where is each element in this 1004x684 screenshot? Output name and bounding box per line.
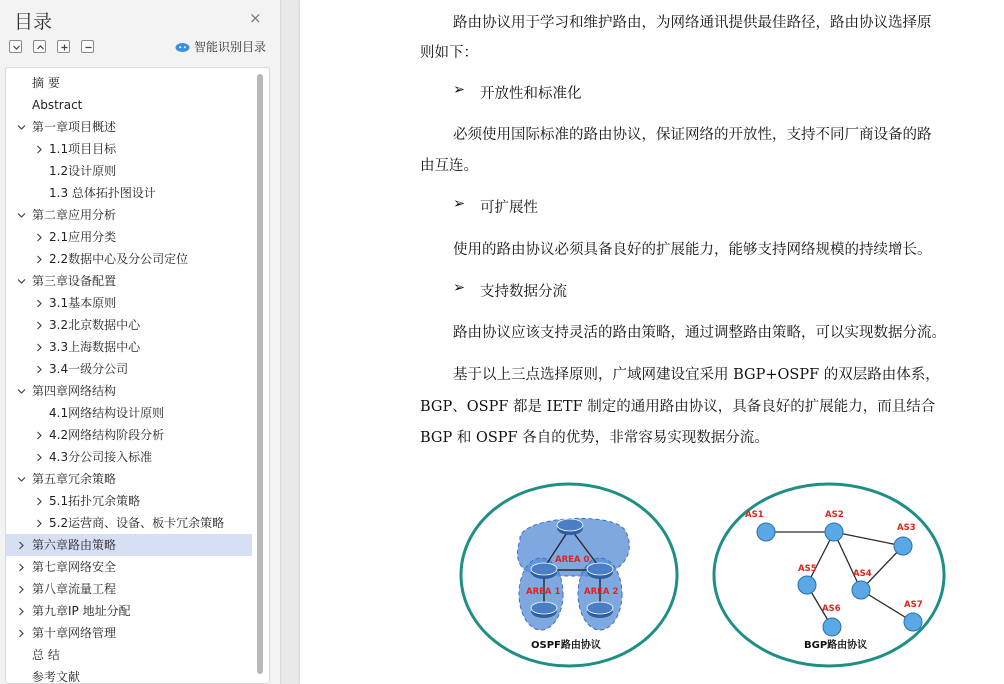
arrow-bullet-icon: ➢ bbox=[453, 82, 466, 98]
chevron-down-icon[interactable] bbox=[15, 270, 27, 292]
toc-item-label: 第十章网络管理 bbox=[32, 626, 117, 640]
toc-item[interactable] bbox=[6, 94, 252, 116]
chevron-down-icon[interactable] bbox=[15, 380, 27, 402]
paragraph-line: 必须使用国际标准的路由协议，保证网络的开放性，支持不同厂商设备的路 bbox=[453, 127, 932, 143]
paragraph-line: BGP 和 OSPF 各自的优势，非常容易实现数据分流。 bbox=[420, 430, 769, 446]
chevron-right-icon[interactable] bbox=[15, 578, 27, 600]
toc-item[interactable] bbox=[6, 600, 252, 622]
toc-panel bbox=[5, 67, 270, 684]
toc-item-label: 第六章路由策略 bbox=[32, 538, 117, 552]
as-label: AS7 bbox=[904, 600, 923, 610]
chevron-right-icon[interactable] bbox=[33, 358, 45, 380]
bullet-text: 支持数据分流 bbox=[480, 284, 567, 300]
toc-item[interactable] bbox=[6, 72, 252, 94]
as-node bbox=[852, 581, 870, 599]
toc-list bbox=[6, 72, 252, 684]
chevron-right-icon[interactable] bbox=[33, 248, 45, 270]
toc-item[interactable] bbox=[6, 534, 252, 556]
toc-item-label: 4.2网络结构阶段分析 bbox=[49, 428, 165, 442]
chevron-down-icon[interactable] bbox=[15, 468, 27, 490]
toc-item[interactable] bbox=[6, 446, 252, 468]
toc-item[interactable] bbox=[6, 226, 252, 248]
toc-item-label: 1.3 总体拓扑图设计 bbox=[49, 186, 156, 200]
area0-label: AREA 0 bbox=[555, 555, 590, 565]
as-label: AS2 bbox=[825, 510, 844, 520]
router-icon bbox=[531, 602, 557, 618]
toc-item-label: 第四章网络结构 bbox=[32, 384, 117, 398]
toc-item-label: 总 结 bbox=[32, 648, 60, 662]
toc-item[interactable] bbox=[6, 358, 252, 380]
chevron-right-icon[interactable] bbox=[33, 512, 45, 534]
toc-item-label: 第一章项目概述 bbox=[32, 120, 117, 134]
paragraph-line: BGP、OSPF 都是 IETF 制定的通用路由协议，具备良好的扩展能力，而且结合 bbox=[420, 399, 936, 415]
arrow-bullet-icon: ➢ bbox=[453, 196, 466, 212]
remove-heading-icon[interactable] bbox=[81, 40, 94, 53]
sidebar-title: 目录 bbox=[14, 11, 53, 33]
document-page bbox=[300, 0, 1004, 684]
toc-item-label: 参考文献 bbox=[32, 670, 81, 684]
toc-item[interactable] bbox=[6, 336, 252, 358]
chevron-right-icon[interactable] bbox=[33, 336, 45, 358]
cloud-icon bbox=[175, 41, 190, 52]
toc-item-label: 2.1应用分类 bbox=[49, 230, 117, 244]
chevron-right-icon[interactable] bbox=[33, 314, 45, 336]
toc-item-label: 1.1项目目标 bbox=[49, 142, 117, 156]
toc-item-label: 4.3分公司接入标准 bbox=[49, 450, 153, 464]
toc-item-label: 第五章冗余策略 bbox=[32, 472, 117, 486]
toc-item-label: 5.1拓扑冗余策略 bbox=[49, 494, 141, 508]
bullet-text: 可扩展性 bbox=[480, 200, 538, 216]
area1-label: AREA 1 bbox=[526, 587, 561, 597]
toc-item-label: 第二章应用分析 bbox=[32, 208, 117, 222]
toc-item[interactable] bbox=[6, 512, 252, 534]
bgp-diagram bbox=[711, 480, 947, 670]
toc-item[interactable] bbox=[6, 424, 252, 446]
toc-item-label: 4.1网络结构设计原则 bbox=[49, 406, 165, 420]
paragraph-line: 则如下： bbox=[420, 45, 478, 61]
toc-item-label: Abstract bbox=[32, 98, 83, 112]
as-node bbox=[894, 537, 912, 555]
toc-item-label: 摘 要 bbox=[32, 76, 60, 90]
chevron-down-icon[interactable] bbox=[15, 116, 27, 138]
document-area bbox=[282, 0, 1004, 684]
smart-toc-label: 智能识别目录 bbox=[194, 40, 267, 54]
as-node bbox=[757, 523, 775, 541]
smart-toc-button[interactable] bbox=[175, 38, 266, 55]
chevron-right-icon[interactable] bbox=[15, 556, 27, 578]
toc-item[interactable] bbox=[6, 292, 252, 314]
router-icon bbox=[557, 519, 583, 535]
toc-item-label: 3.4一级分公司 bbox=[49, 362, 129, 376]
as-node bbox=[825, 523, 843, 541]
as-label: AS4 bbox=[853, 569, 872, 579]
chevron-right-icon[interactable] bbox=[15, 622, 27, 644]
router-icon bbox=[587, 563, 613, 579]
chevron-right-icon[interactable] bbox=[33, 490, 45, 512]
ospf-diagram bbox=[458, 480, 680, 670]
toc-item-label: 3.2北京数据中心 bbox=[49, 318, 141, 332]
toc-item-label: 3.3上海数据中心 bbox=[49, 340, 141, 354]
expand-all-icon[interactable] bbox=[33, 40, 46, 53]
toc-item[interactable] bbox=[6, 556, 252, 578]
chevron-right-icon[interactable] bbox=[15, 600, 27, 622]
toc-item-label: 5.2运营商、设备、板卡冗余策略 bbox=[49, 516, 225, 530]
chevron-right-icon[interactable] bbox=[33, 226, 45, 248]
router-icon bbox=[587, 602, 613, 618]
add-heading-icon[interactable] bbox=[57, 40, 70, 53]
toc-item[interactable] bbox=[6, 578, 252, 600]
toc-item[interactable] bbox=[6, 314, 252, 336]
toc-item-label: 2.2数据中心及分公司定位 bbox=[49, 252, 189, 266]
toc-scrollbar[interactable] bbox=[257, 74, 263, 674]
toc-item[interactable] bbox=[6, 116, 252, 138]
paragraph-line: 由互连。 bbox=[420, 158, 478, 174]
toc-item[interactable] bbox=[6, 622, 252, 644]
toc-sidebar bbox=[0, 0, 281, 684]
router-icon bbox=[531, 563, 557, 579]
toc-item[interactable] bbox=[6, 204, 252, 226]
as-node bbox=[904, 613, 922, 631]
paragraph-line: 使用的路由协议必须具备良好的扩展能力，能够支持网络规模的持续增长。 bbox=[453, 242, 932, 258]
as-node bbox=[823, 618, 841, 636]
as-label: AS5 bbox=[798, 564, 817, 574]
chevron-right-icon[interactable] bbox=[15, 534, 27, 556]
toc-item[interactable] bbox=[6, 160, 252, 182]
toc-item[interactable] bbox=[6, 402, 252, 424]
chevron-right-icon[interactable] bbox=[33, 292, 45, 314]
toc-item[interactable] bbox=[6, 182, 252, 204]
collapse-all-icon[interactable] bbox=[9, 40, 22, 53]
toc-item[interactable] bbox=[6, 644, 252, 666]
area2-label: AREA 2 bbox=[584, 587, 619, 597]
bullet-text: 开放性和标准化 bbox=[480, 86, 582, 102]
toc-item[interactable] bbox=[6, 380, 252, 402]
as-node bbox=[798, 576, 816, 594]
paragraph-line: 路由协议用于学习和维护路由，为网络通讯提供最佳路径，路由协议选择原 bbox=[453, 15, 932, 31]
chevron-right-icon[interactable] bbox=[33, 138, 45, 160]
toc-item[interactable] bbox=[6, 270, 252, 292]
toc-item-label: 第三章设备配置 bbox=[32, 274, 117, 288]
toc-toolbar bbox=[9, 40, 94, 54]
bgp-caption: BGP路由协议 bbox=[804, 640, 868, 651]
ospf-caption: OSPF路由协议 bbox=[531, 640, 601, 651]
as-label: AS1 bbox=[745, 510, 764, 520]
as-label: AS6 bbox=[822, 604, 841, 614]
paragraph-line: 路由协议应该支持灵活的路由策略，通过调整路由策略，可以实现数据分流。 bbox=[453, 325, 946, 341]
toc-item-label: 1.2设计原则 bbox=[49, 164, 117, 178]
toc-item[interactable] bbox=[6, 490, 252, 512]
toc-item-label: 第七章网络安全 bbox=[32, 560, 117, 574]
toc-item-label: 3.1基本原则 bbox=[49, 296, 117, 310]
toc-item[interactable] bbox=[6, 666, 252, 684]
paragraph-line: 基于以上三点选择原则，广域网建设宜采用 BGP+OSPF 的双层路由体系， bbox=[453, 367, 940, 383]
toc-item[interactable] bbox=[6, 248, 252, 270]
arrow-bullet-icon: ➢ bbox=[453, 280, 466, 296]
toc-item-label: 第八章流量工程 bbox=[32, 582, 117, 596]
close-icon[interactable]: × bbox=[249, 9, 262, 27]
chevron-right-icon[interactable] bbox=[33, 446, 45, 468]
toc-item[interactable] bbox=[6, 468, 252, 490]
toc-item-label: 第九章IP 地址分配 bbox=[32, 604, 131, 618]
chevron-down-icon[interactable] bbox=[15, 204, 27, 226]
chevron-right-icon[interactable] bbox=[33, 424, 45, 446]
toc-item[interactable] bbox=[6, 138, 252, 160]
as-label: AS3 bbox=[897, 523, 916, 533]
